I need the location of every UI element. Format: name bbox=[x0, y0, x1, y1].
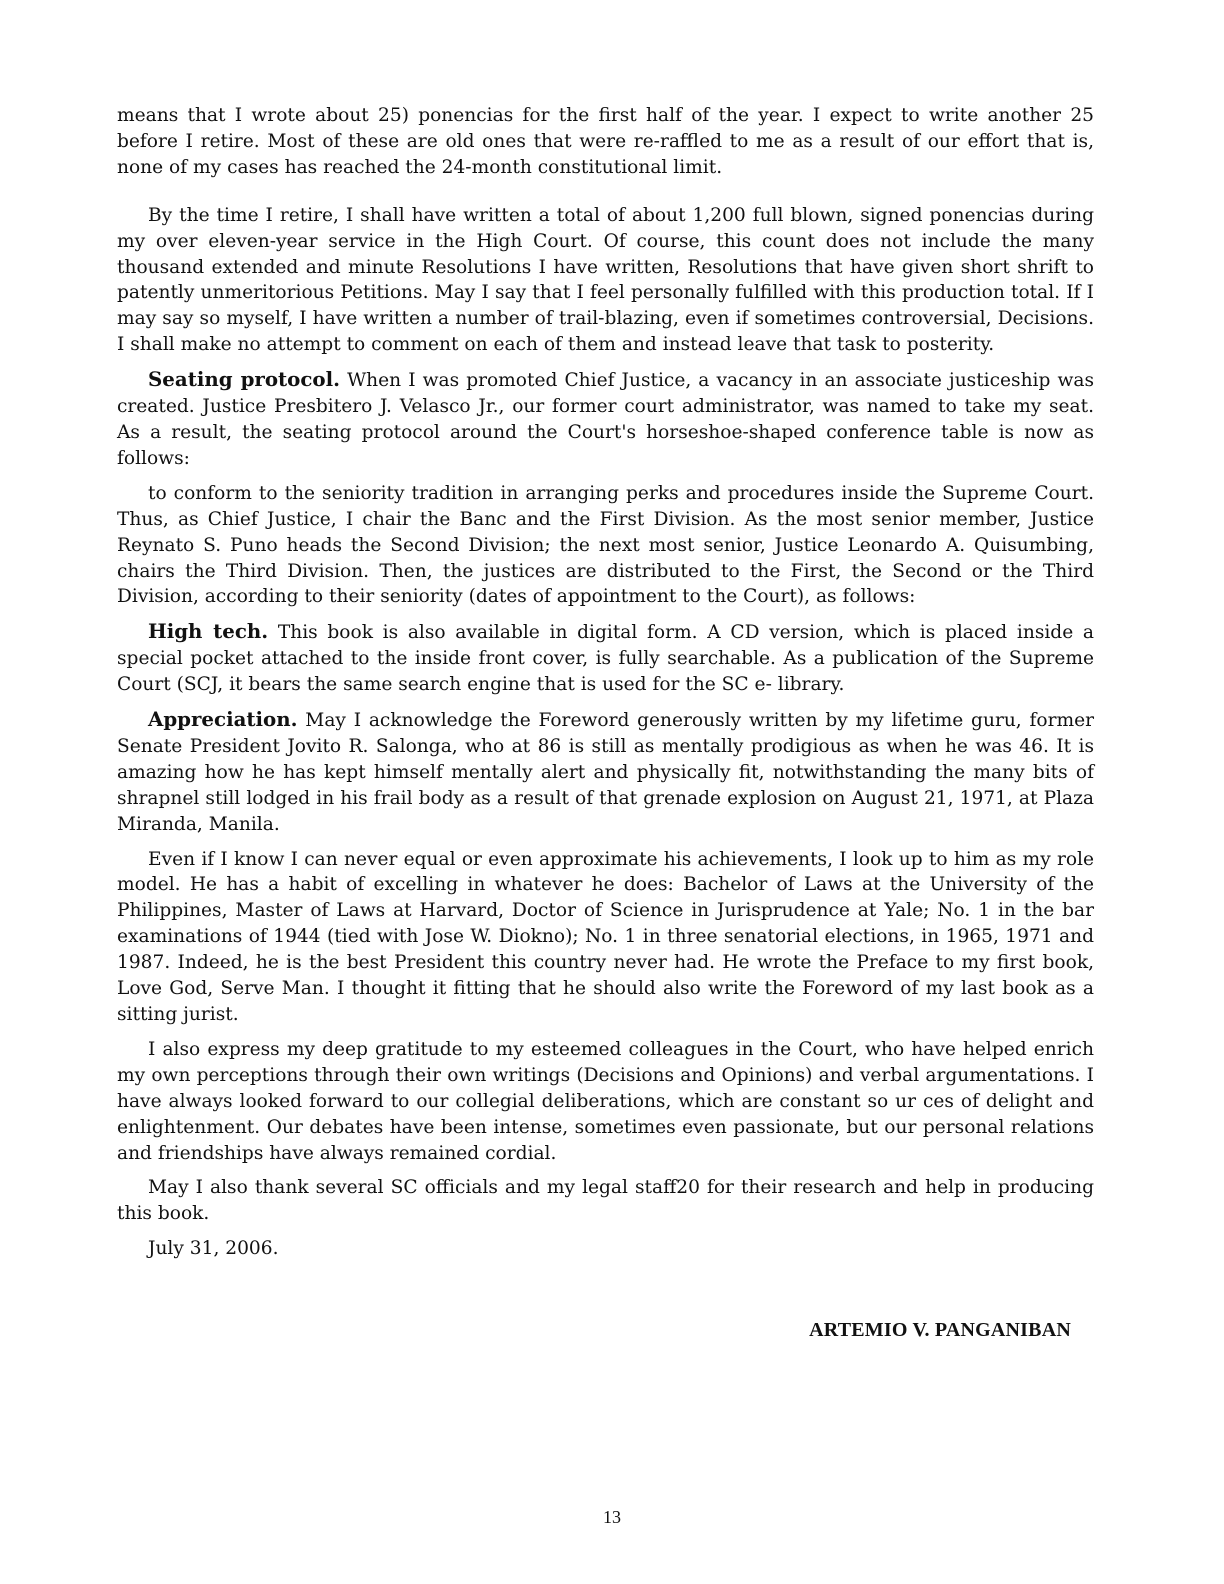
paragraph-high-tech bbox=[117, 619, 1094, 698]
paragraph-seating-protocol bbox=[117, 367, 1094, 472]
paragraph-role-model bbox=[117, 847, 1094, 1028]
paragraph-text: May I acknowledge the Foreword generously written by my lifetime guru, former Senate President Jovito R. Salonga, who at 86 is still as mentally prodigious as when he was 46. It is amazing how he has kept himself mentally alert and physically fit, notwithstanding the many bits of shrapnel still lodged in his frail body as a result of that grenade explosion on August 21, 1971, at Plaza Miranda, Manila. bbox=[117, 710, 1094, 835]
paragraph-lead-heading: Seating protocol. bbox=[148, 367, 341, 392]
author-signature: ARTEMIO V. PANGANIBAN bbox=[809, 1319, 1071, 1341]
page-body bbox=[117, 103, 1094, 1262]
paragraph-text: By the time I retire, I shall have written a total of about 1,200 full blown, signed ponencias during my over eleven-year service in the High Court. Of course, this count does not include the many thousand extended and minute Resolutions I have written, Resolutions that have given short shrift to patently unmeritorious Petitions. May I say that I feel personally fulfilled with this production total. If I may say so myself, I have written a number of trail-blazing, even if sometimes controversial, Decisions. I shall make no attempt to comment on each of them and instead leave that task to posterity. bbox=[117, 204, 1094, 356]
paragraph-gratitude bbox=[117, 1037, 1094, 1167]
paragraph-continuation bbox=[117, 103, 1094, 181]
paragraph-seniority bbox=[117, 481, 1094, 611]
paragraph-text: means that I wrote about 25) ponencias for the first half of the year. I expect to write another 25 before I retire. Most of these are old ones that were re-raffled to me as a result of our effort that is, none of my cases has reached the 24-month constitutional limit. bbox=[117, 105, 1094, 178]
paragraph-appreciation bbox=[117, 707, 1094, 838]
paragraph-text: This book is also available in digital form. A CD version, which is placed inside a special pocket attached to the inside front cover, is fully searchable. As a publication of the Supreme Court (SCJ, it bears the same search engine that is used for the SC e- library. bbox=[117, 622, 1094, 696]
date-line: July 31, 2006. bbox=[148, 1238, 279, 1260]
paragraph-text: May I also thank several SC officials and my legal staff20 for their research and help in producing this book. bbox=[117, 1177, 1094, 1225]
paragraph-lead-heading: High tech. bbox=[148, 619, 269, 644]
paragraph-text: When I was promoted Chief Justice, a vacancy in an associate justiceship was created. Justice Presbitero J. Velasco Jr., our former court administrator, was named to take my seat. As a result, the seating protocol around the Court's horseshoe-shaped conference table is now as follows: bbox=[117, 370, 1095, 469]
paragraph-text: Even if I know I can never equal or even approximate his achievements, I look up to him as my role model. He has a habit of excelling in whatever he does: Bachelor of Laws at the University of the Philippines, Master of Laws at Harvard, Doctor of Science in Jurisprudence at Yale; No. 1 in the bar examinations of 1944 (tied with Jose W. Diokno); No. 1 in three senatorial elections, in 1965, 1971 and 1987. Indeed, he is the best President this country never had. He wrote the Preface to my first book, Love God, Serve Man. I thought it fitting that he should also write the Foreword of my last book as a sitting jurist. bbox=[117, 848, 1094, 1025]
page-number: 13 bbox=[603, 1507, 621, 1527]
paragraph-lead-heading: Appreciation. bbox=[148, 707, 298, 732]
paragraph-text: I also express my deep gratitude to my esteemed colleagues in the Court, who have helped enrich my own perceptions through their own writings (Decisions and Opinions) and verbal argumentations. I have always looked forward to our collegial deliberations, which are constant so ur ces of delight and enlightenment. Our debates have been intense, sometimes even passionate, but our personal relations and friendships have always remained cordial. bbox=[117, 1038, 1094, 1164]
paragraph-production-total bbox=[117, 203, 1094, 358]
paragraph-thanks bbox=[117, 1175, 1094, 1227]
paragraph-text: to conform to the seniority tradition in arranging perks and procedures inside the Supreme Court. Thus, as Chief Justice, I chair the Banc and the First Division. As the most senior member, Justice Reynato S. Puno heads the Second Division; the next most senior, Justice Leonardo A. Quisumbing, chairs the Third Division. Then, the justices are distributed to the First, the Second or the Third Division, according to their seniority (dates of appointment to the Court), as follows: bbox=[117, 482, 1094, 608]
